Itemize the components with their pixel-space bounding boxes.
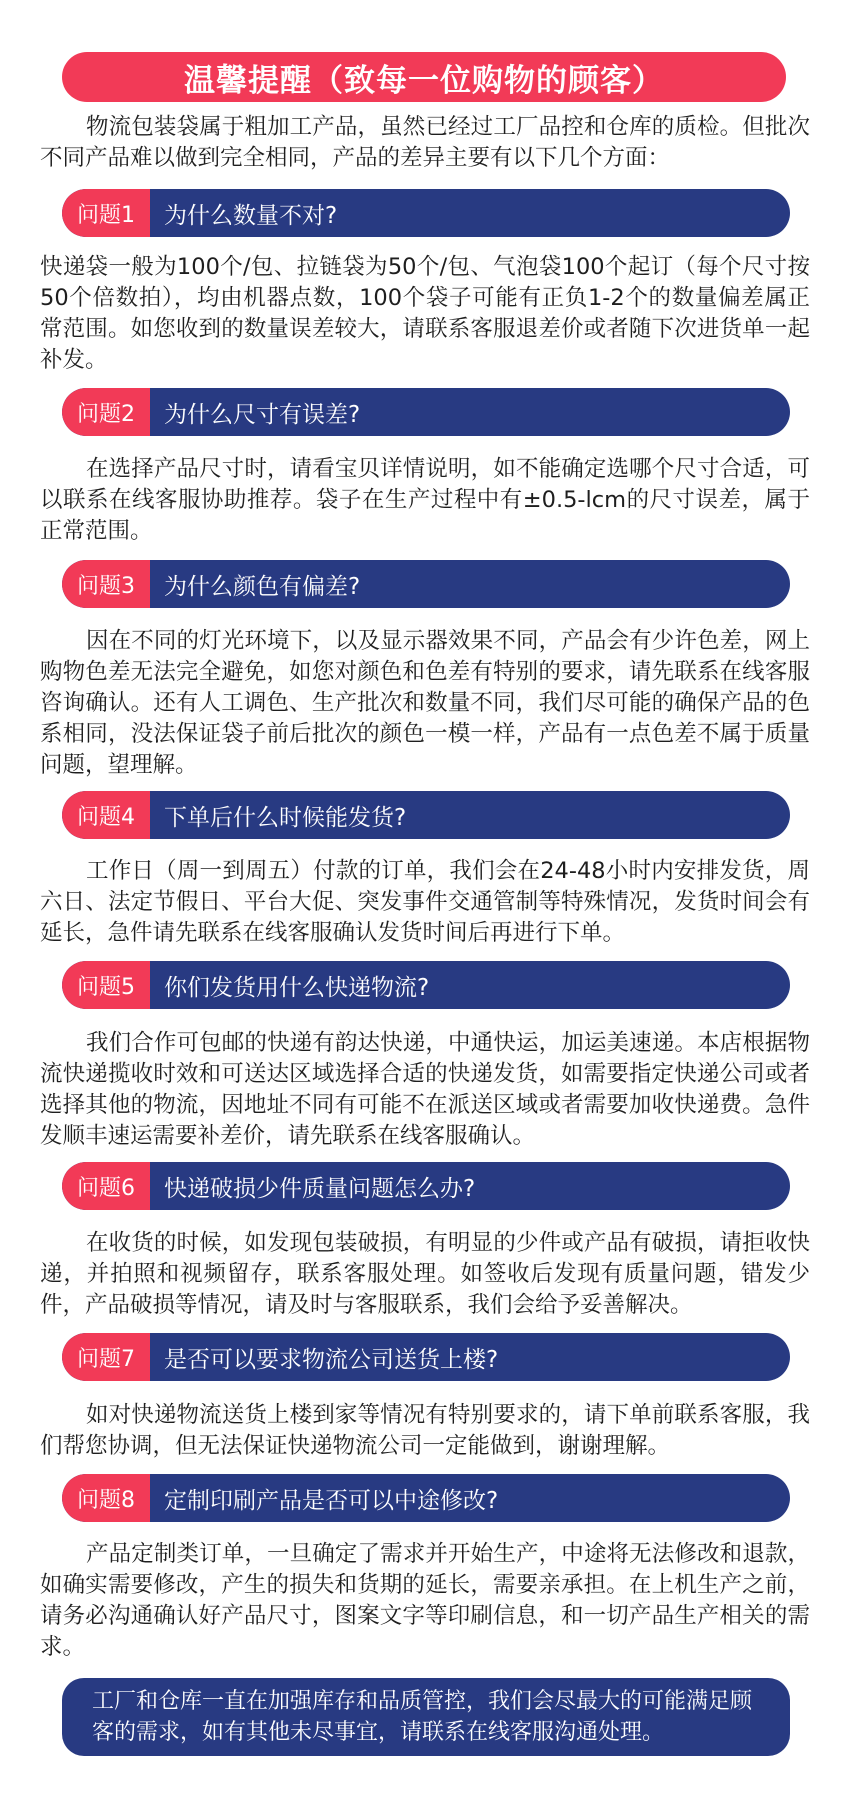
question-5-header (62, 961, 790, 1009)
answer-2-text: 在选择产品尺寸时，请看宝贝详情说明，如不能确定选哪个尺寸合适，可以联系在线客服协助推荐。袋子在生产过程中有±0.5-lcm的尺寸误差，属于正常范围。 (40, 456, 810, 544)
question-8-header (62, 1474, 790, 1522)
page-title: 温馨提醒（致每一位购物的顾客） (62, 52, 786, 102)
question-1-tag: 问题1 (62, 189, 150, 237)
answer-5-text: 我们合作可包邮的快递有韵达快递，中通快运，加运美速递。本店根据物流快递揽收时效和可送达区域选择合适的快递发货，如需要指定快递公司或者选择其他的物流，因地址不同有可能不在派送区域或者需要加收快递费。急件发顺丰速运需要补差价，请先联系在线客服确认。 (40, 1030, 810, 1149)
question-2-tag: 问题2 (62, 388, 150, 436)
question-5-tag: 问题5 (62, 961, 150, 1009)
footer-notice: 工厂和仓库一直在加强库存和品质管控，我们会尽最大的可能满足顾客的需求，如有其他未尽事宜，请联系在线客服沟通处理。 (62, 1678, 790, 1756)
answer-1-text: 快递袋一般为100个/包、拉链袋为50个/包、气泡袋100个起订（每个尺寸按50个倍数拍），均由机器点数，100个袋子可能有正负1-2个的数量偏差属正常范围。如您收到的数量误差较大，请联系客服退差价或者随下次进货单一起补发。 (40, 254, 810, 373)
question-4-tag: 问题4 (62, 791, 150, 839)
question-6-header (62, 1162, 790, 1210)
question-1-header (62, 189, 790, 237)
answer-4-text: 工作日（周一到周五）付款的订单，我们会在24-48小时内安排发货，周六日、法定节假日、平台大促、突发事件交通管制等特殊情况，发货时间会有延长，急件请先联系在线客服确认发货时间后再进行下单。 (40, 858, 810, 946)
question-8-tag: 问题8 (62, 1474, 150, 1522)
question-1-title: 为什么数量不对? (164, 202, 338, 229)
question-6-title: 快递破损少件质量问题怎么办? (164, 1175, 476, 1202)
question-6-tag: 问题6 (62, 1162, 150, 1210)
question-5-title: 你们发货用什么快递物流? (164, 974, 430, 1001)
question-7-tag: 问题7 (62, 1333, 150, 1381)
question-2-title: 为什么尺寸有误差? (164, 401, 361, 428)
question-7-header (62, 1333, 790, 1381)
answer-7-text: 如对快递物流送货上楼到家等情况有特别要求的，请下单前联系客服，我们帮您协调，但无法保证快递物流公司一定能做到，谢谢理解。 (40, 1402, 810, 1459)
question-8-title: 定制印刷产品是否可以中途修改? (164, 1487, 499, 1514)
question-3-header (62, 560, 790, 608)
question-3-tag: 问题3 (62, 560, 150, 608)
question-3-title: 为什么颜色有偏差? (164, 573, 361, 600)
intro-text: 物流包装袋属于粗加工产品，虽然已经过工厂品控和仓库的质检。但批次不同产品难以做到完全相同，产品的差异主要有以下几个方面： (40, 114, 810, 171)
question-7-title: 是否可以要求物流公司送货上楼? (164, 1346, 499, 1373)
question-4-header (62, 791, 790, 839)
question-4-title: 下单后什么时候能发货? (164, 804, 407, 831)
question-2-header (62, 388, 790, 436)
answer-6-text: 在收货的时候，如发现包装破损，有明显的少件或产品有破损，请拒收快递，并拍照和视频留存，联系客服处理。如签收后发现有质量问题，错发少件，产品破损等情况，请及时与客服联系，我们会给予妥善解决。 (40, 1230, 810, 1318)
answer-8-text: 产品定制类订单，一旦确定了需求并开始生产，中途将无法修改和退款，如确实需要修改，产生的损失和货期的延长，需要亲承担。在上机生产之前，请务必沟通确认好产品尺寸，图案文字等印刷信息，和一切产品生产相关的需求。 (40, 1541, 810, 1660)
answer-3-text: 因在不同的灯光环境下，以及显示器效果不同，产品会有少许色差，网上购物色差无法完全避免，如您对颜色和色差有特别的要求，请先联系在线客服咨询确认。还有人工调色、生产批次和数量不同，我们尽可能的确保产品的色系相同，没法保证袋子前后批次的颜色一模一样，产品有一点色差不属于质量问题，望理解。 (40, 628, 810, 778)
